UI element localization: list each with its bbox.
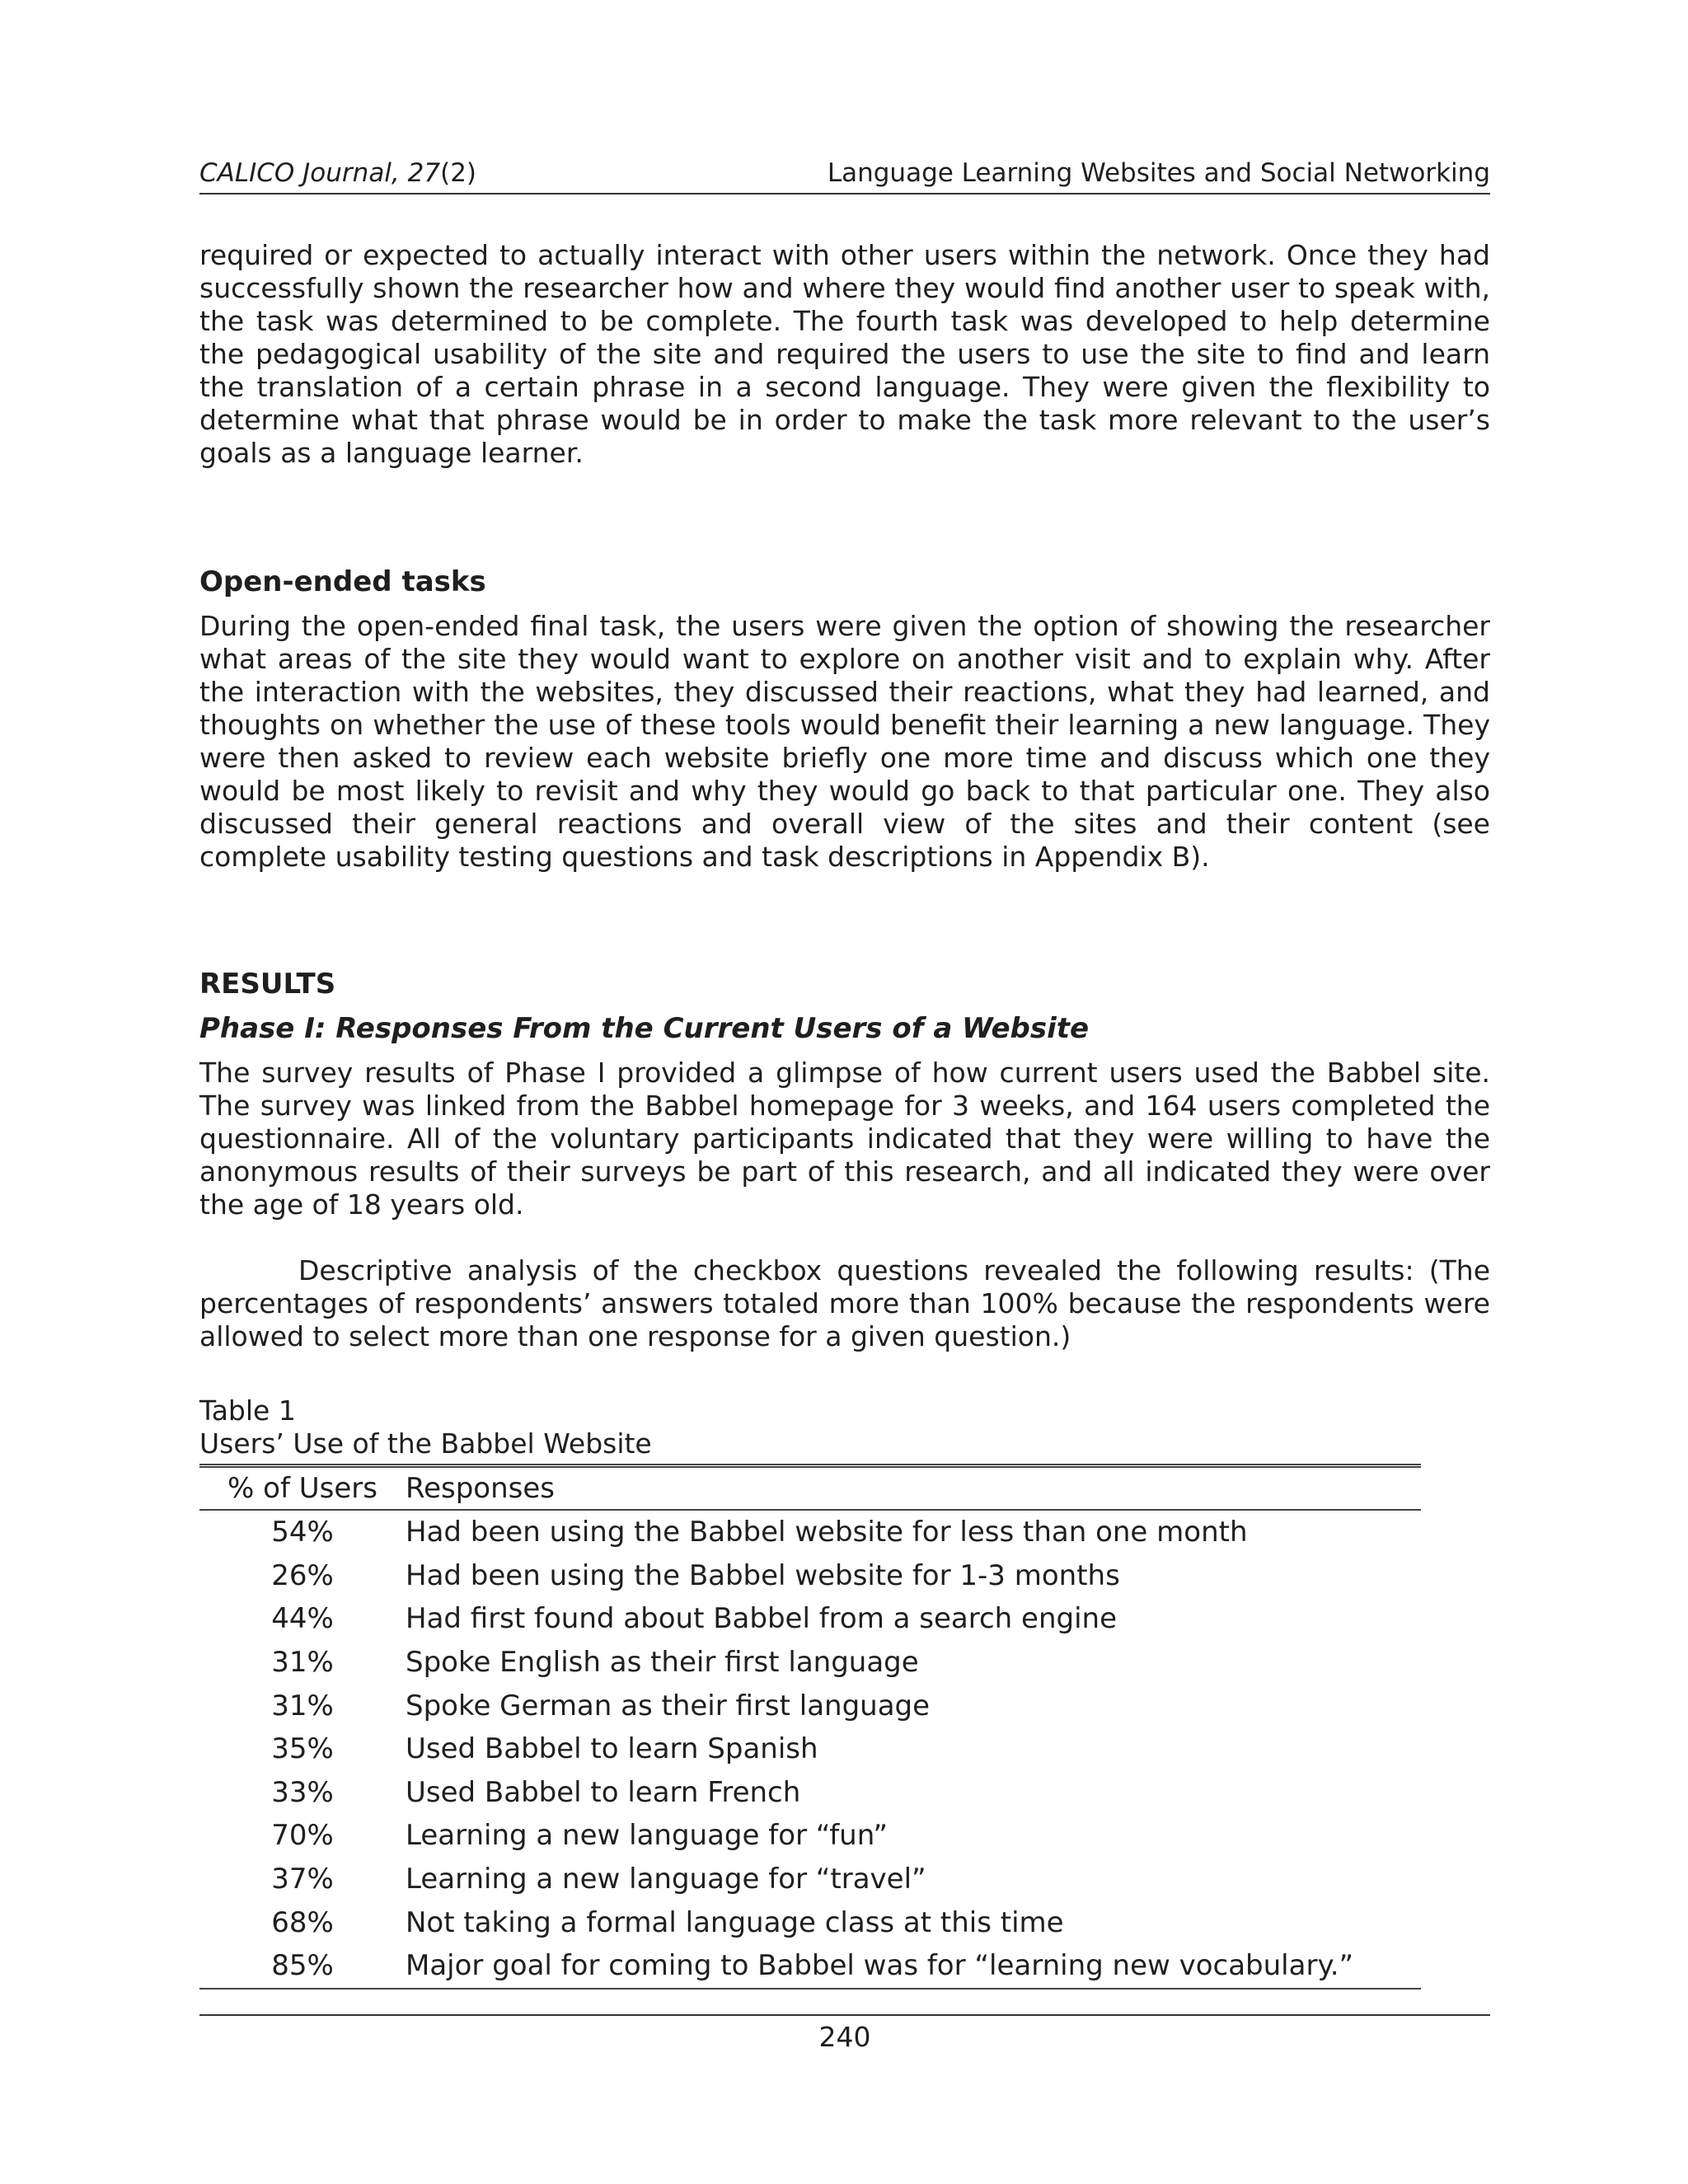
table-row [199, 1771, 1421, 1815]
table-row [199, 1814, 1421, 1858]
paragraph-3: The survey results of Phase I provided a glimpse of how current users used the Babbel site. The survey was linked from the Babbel homepage for 3 weeks, and 164 users completed the questionnaire. All of the voluntary participants indicated that they were willing to have the anonymous results of their surveys be part of this research, and all indicated they were over the age of 18 years old. [199, 1057, 1490, 1221]
journal-name: CALICO Journal, [199, 158, 400, 188]
column-header-pct: % of Users [199, 1466, 406, 1511]
cell-response: Not taking a formal language class at this time [406, 1905, 1064, 1939]
cell-percent: 35% [271, 1732, 334, 1766]
cell-response: Had been using the Babbel website for less than one month [406, 1516, 1248, 1549]
cell-response: Major goal for coming to Babbel was for “learning new vocabulary.” [406, 1944, 1421, 1989]
table-row [199, 1554, 1421, 1598]
journal-volume: 27 [407, 158, 441, 188]
column-header-responses: Responses [406, 1466, 1421, 1511]
results-table [199, 1464, 1421, 1990]
results-heading: RESULTS [199, 968, 336, 1001]
table-row [199, 1641, 1421, 1685]
cell-percent: 54% [271, 1516, 334, 1549]
table-row [199, 1944, 1421, 1989]
table-row [199, 1727, 1421, 1771]
table-label: Table 1 [199, 1394, 296, 1427]
table-row [199, 1684, 1421, 1727]
paragraph-1: required or expected to actually interact with other users within the network. Once they had successfully shown the researcher how and where they would find another user to speak with, the task was determined to be complete. The fourth task was developed to help determine the pedagogical usability of the site and required the users to use the site to find and learn the translation of a certain phrase in a second language. They were given the flexibility to determine what that phrase would be in order to make the task more relevant to the user’s goals as a language learner. [199, 239, 1490, 469]
open-ended-heading: Open-ended tasks [199, 565, 486, 598]
table-title: Users’ Use of the Babbel Website [199, 1427, 652, 1460]
cell-percent: 70% [271, 1819, 334, 1853]
table-row [199, 1900, 1421, 1944]
table-header-row [199, 1466, 1421, 1511]
table-body [199, 1510, 1421, 1989]
page-number: 240 [818, 2020, 871, 2053]
cell-response: Spoke English as their first language [406, 1646, 919, 1680]
cell-percent: 33% [271, 1775, 334, 1809]
cell-percent: 37% [271, 1863, 334, 1896]
cell-percent: 31% [271, 1689, 334, 1722]
cell-percent: 31% [271, 1646, 334, 1680]
cell-response: Spoke German as their first language [406, 1689, 931, 1722]
phase-heading: Phase I: Responses From the Current Users of a Website [199, 1012, 1090, 1045]
running-head [199, 157, 1490, 194]
cell-response: Learning a new language for “fun” [406, 1819, 889, 1853]
cell-response: Had been using the Babbel website for 1-3 months [406, 1558, 1120, 1592]
journal-citation [199, 157, 476, 190]
paragraph-4: Descriptive analysis of the checkbox questions revealed the following results: (The percentages of respondents’ answers totaled more than 100% because the respondents were allowed to select more than one response for a given question.) [199, 1254, 1490, 1352]
page [199, 157, 1490, 2054]
footer-rule [199, 2014, 1490, 2016]
cell-percent: 26% [271, 1558, 334, 1592]
running-title: Language Learning Websites and Social Networking [827, 158, 1490, 188]
journal-issue: (2) [440, 158, 477, 188]
cell-response: Had first found about Babbel from a search engine [406, 1602, 1117, 1636]
cell-response: Used Babbel to learn Spanish [406, 1732, 818, 1766]
table-row [199, 1510, 1421, 1554]
cell-response: Used Babbel to learn French [406, 1775, 801, 1809]
table-row [199, 1597, 1421, 1641]
paragraph-2: During the open-ended final task, the users were given the option of showing the researcher what areas of the site they would want to explore on another visit and to explain why. After the interaction with the websites, they discussed their reactions, what they had learned, and thoughts on whether the use of these tools would benefit their learning a new language. They were then asked to review each website briefly one more time and discuss which one they would be most likely to revisit and why they would go back to that particular one. They also discussed their general reactions and overall view of the sites and their content (see complete usability testing questions and task descriptions in Appendix B). [199, 610, 1490, 873]
table-row [199, 1858, 1421, 1901]
cell-percent: 68% [271, 1905, 334, 1939]
cell-response: Learning a new language for “travel” [406, 1863, 926, 1896]
table-caption [199, 1394, 1490, 1460]
cell-percent: 85% [199, 1944, 406, 1989]
cell-percent: 44% [271, 1602, 334, 1636]
